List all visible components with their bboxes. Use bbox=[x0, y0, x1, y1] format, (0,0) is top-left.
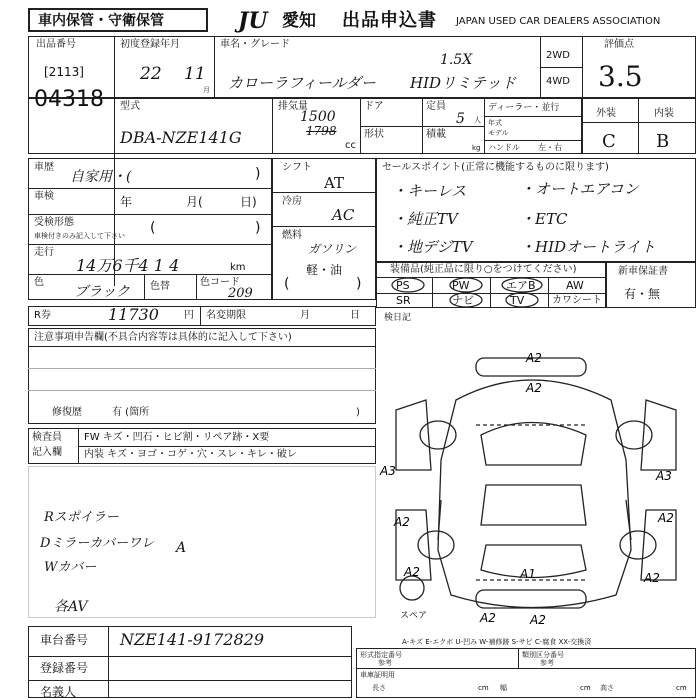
reg-month: 11 bbox=[184, 64, 206, 84]
inspector-row1: FW キズ・凹石・ヒビ割・リペア跡・X要 bbox=[84, 432, 270, 443]
mileage-value: 14万6千4 1 4 bbox=[76, 256, 180, 275]
garage-label: 車庫証明用 bbox=[360, 671, 395, 679]
spec-number-label: 形式指定番号 bbox=[360, 651, 402, 659]
class-ref: 参考 bbox=[540, 659, 554, 667]
reg-label: 初度登録年月 bbox=[120, 39, 180, 50]
comment-line: Wカバー bbox=[44, 560, 97, 575]
score-label: 評価点 bbox=[604, 39, 634, 50]
inspector-label: 検査員 bbox=[32, 432, 62, 443]
model-year-label: モデル bbox=[488, 129, 509, 137]
accept-note: 車検付きのみ記入して下さい bbox=[34, 232, 125, 240]
history-value: 自家用・( bbox=[70, 169, 132, 185]
brand-region: 愛知 bbox=[282, 11, 316, 31]
warranty-label: 新車保証書 bbox=[618, 266, 668, 277]
lot-label: 出品番号 bbox=[36, 39, 76, 50]
sales-point: ・キーレス bbox=[392, 182, 467, 200]
reg-year: 22 bbox=[140, 64, 162, 84]
accept-label: 受検形態 bbox=[34, 217, 74, 228]
grade-note: 1.5X bbox=[440, 52, 473, 68]
fuel-paren-close: ) bbox=[356, 276, 362, 292]
car-name: カローラフィールダー bbox=[228, 74, 376, 92]
shift-label: シフト bbox=[282, 162, 312, 173]
equip-navi: ナビ bbox=[452, 294, 474, 307]
reg-suffix: 月 bbox=[203, 86, 210, 94]
registration-label: 登録番号 bbox=[40, 661, 89, 675]
capacity-label: 定員 bbox=[426, 101, 446, 112]
model-label: 車名・グレード bbox=[220, 39, 290, 50]
interior-label: 内装 bbox=[654, 108, 674, 119]
equipment-title: 装備品(純正品に限り○をつけてください) bbox=[390, 264, 577, 275]
type-label: 型式 bbox=[120, 101, 140, 112]
accept-paren-close: ) bbox=[255, 220, 261, 236]
association-name: JAPAN USED CAR DEALERS ASSOCIATION bbox=[456, 16, 661, 27]
sales-point: ・ETC bbox=[520, 210, 568, 228]
repair-value: 有 (箇所 bbox=[112, 407, 150, 418]
equip-ps: PS bbox=[396, 279, 410, 292]
displacement-label: 排気量 bbox=[278, 101, 308, 112]
sales-point: ・地デジTV bbox=[392, 238, 473, 256]
sales-point: ・オートエアコン bbox=[520, 180, 639, 198]
remarks-label: 検日記 bbox=[384, 313, 412, 323]
drive-4wd: 4WD bbox=[546, 76, 570, 87]
inspection-year: 年 bbox=[120, 195, 133, 209]
drive-2wd: 2WD bbox=[546, 50, 570, 61]
damage-mark: A2 bbox=[480, 611, 496, 625]
mileage-unit: km bbox=[230, 262, 246, 273]
damage-mark: A1 bbox=[520, 567, 536, 581]
ac-value: AC bbox=[332, 206, 355, 224]
height-label: 高さ bbox=[600, 684, 614, 692]
rename-day: 日 bbox=[350, 310, 360, 321]
brand-logo-text: JU bbox=[238, 8, 268, 34]
damage-mark: A2 bbox=[658, 511, 674, 525]
fuel-paren-open: ( bbox=[284, 276, 290, 292]
form-title: 出品申込書 bbox=[342, 10, 437, 31]
damage-diagram bbox=[376, 340, 696, 640]
exterior-label: 外装 bbox=[596, 108, 616, 119]
score: 3.5 bbox=[598, 60, 643, 93]
inspection-label: 車検 bbox=[34, 191, 54, 202]
damage-mark: A2 bbox=[526, 381, 542, 395]
capacity-value: 5 bbox=[456, 111, 465, 127]
recycle-box bbox=[28, 306, 376, 326]
displacement-value: 1500 bbox=[300, 109, 336, 125]
inspection-day: 日) bbox=[240, 195, 257, 209]
fuel-label: 燃料 bbox=[282, 230, 302, 241]
displacement-struck: 1798 bbox=[306, 124, 337, 138]
ac-label: 冷房 bbox=[282, 196, 302, 207]
sales-point: ・純正TV bbox=[392, 210, 458, 228]
type-value: DBA-NZE141G bbox=[120, 128, 242, 147]
chassis-label: 車台番号 bbox=[40, 633, 89, 647]
comment-bracket: A bbox=[176, 540, 187, 556]
inspection-month: 月( bbox=[186, 195, 203, 209]
history-close: ) bbox=[255, 166, 261, 182]
damage-mark: A2 bbox=[530, 613, 546, 627]
chassis-value: NZE141-9172829 bbox=[120, 630, 264, 649]
year-label: 年式 bbox=[488, 119, 502, 127]
mileage-label: 走行 bbox=[34, 247, 54, 258]
recycle-label: R券 bbox=[34, 310, 51, 321]
color-value: ブラック bbox=[74, 284, 130, 300]
exterior-grade: C bbox=[602, 131, 616, 152]
spec-ref: 参考 bbox=[378, 659, 392, 667]
rename-label: 名変期限 bbox=[206, 310, 246, 321]
length-label: 長さ bbox=[372, 684, 386, 692]
color-swap-label: 色替 bbox=[150, 281, 170, 292]
damage-mark: A3 bbox=[656, 469, 672, 483]
sales-point: ・HIDオートライト bbox=[520, 238, 656, 256]
color-label: 色 bbox=[34, 277, 44, 288]
damage-mark: A2 bbox=[394, 515, 410, 529]
recycle-unit: 円 bbox=[184, 310, 194, 321]
repair-label: 修復歴 bbox=[52, 407, 82, 418]
sales-title: セールスポイント(正常に機能するものに限ります) bbox=[382, 162, 609, 173]
comment-line: Rスポイラー bbox=[44, 510, 119, 525]
storage-box bbox=[28, 8, 208, 32]
equip-tv: TV bbox=[510, 294, 525, 307]
equip-pw: PW bbox=[452, 279, 470, 292]
brand-logo bbox=[238, 10, 282, 32]
spare-label: スペア bbox=[400, 611, 428, 621]
dealer-label: ディーラー・並行 bbox=[488, 103, 560, 113]
shift-value: AT bbox=[324, 174, 345, 192]
inspector-label-2: 記入欄 bbox=[32, 447, 62, 458]
unit-cm: cm bbox=[478, 684, 489, 692]
equip-sr: SR bbox=[396, 294, 411, 307]
width-label: 幅 bbox=[500, 684, 507, 692]
load-label: 積載 bbox=[426, 129, 446, 140]
warranty-options: 有・無 bbox=[624, 287, 661, 301]
displacement-unit: cc bbox=[345, 140, 356, 151]
handle-label: ハンドル bbox=[488, 143, 520, 152]
equip-aw: AW bbox=[566, 279, 584, 292]
shape-label: 形状 bbox=[364, 129, 384, 140]
equip-leather: カワシート bbox=[552, 295, 602, 306]
comment-line: Dミラーカバーワレ bbox=[40, 536, 155, 551]
damage-legend: A-キズ E-エクボ U-凹み W-補修跡 S-サビ C-腐食 XX-交換済 bbox=[402, 638, 592, 646]
equip-airbag: エアB bbox=[506, 279, 536, 292]
lot-bracket: [2113] bbox=[44, 65, 84, 79]
rename-month: 月 bbox=[300, 310, 310, 321]
interior-grade: B bbox=[656, 131, 670, 152]
recycle-value: 11730 bbox=[108, 305, 159, 324]
damage-mark: A2 bbox=[644, 571, 660, 585]
repair-close: ) bbox=[356, 407, 360, 418]
color-code-value: 209 bbox=[228, 286, 253, 301]
handle-options: 左・右 bbox=[538, 143, 562, 152]
unit-cm: cm bbox=[676, 684, 687, 692]
class-number-label: 類別区分番号 bbox=[522, 651, 564, 659]
capacity-unit: 人 bbox=[474, 116, 481, 124]
storage-label: 車内保管・守衛保管 bbox=[38, 13, 164, 29]
accept-paren-open: ( bbox=[150, 220, 156, 236]
equipment-circles bbox=[376, 277, 606, 308]
damage-mark: A2 bbox=[404, 565, 420, 579]
history-label: 車歴 bbox=[34, 162, 54, 173]
inspector-row2: 内装 キズ・ヨゴ・コゲ・穴・スレ・キレ・破レ bbox=[84, 449, 297, 460]
load-unit: kg bbox=[472, 144, 481, 152]
lot-number: 04318 bbox=[34, 87, 104, 112]
fuel-alt: 軽・油 bbox=[306, 263, 343, 277]
grade: HIDリミテッド bbox=[410, 74, 517, 92]
owner-label: 名義人 bbox=[40, 685, 77, 699]
comment-line: 各AV bbox=[54, 599, 88, 615]
grade-box bbox=[582, 98, 696, 154]
damage-mark: A3 bbox=[380, 464, 396, 478]
color-code-label: 色コード bbox=[200, 277, 240, 288]
unit-cm: cm bbox=[580, 684, 591, 692]
notes-title: 注意事項申告欄(不具合内容等は具体的に記入して下さい) bbox=[34, 332, 292, 343]
fuel-value: ガソリン bbox=[308, 242, 357, 256]
damage-mark: A2 bbox=[526, 351, 542, 365]
door-label: ドア bbox=[364, 101, 384, 112]
